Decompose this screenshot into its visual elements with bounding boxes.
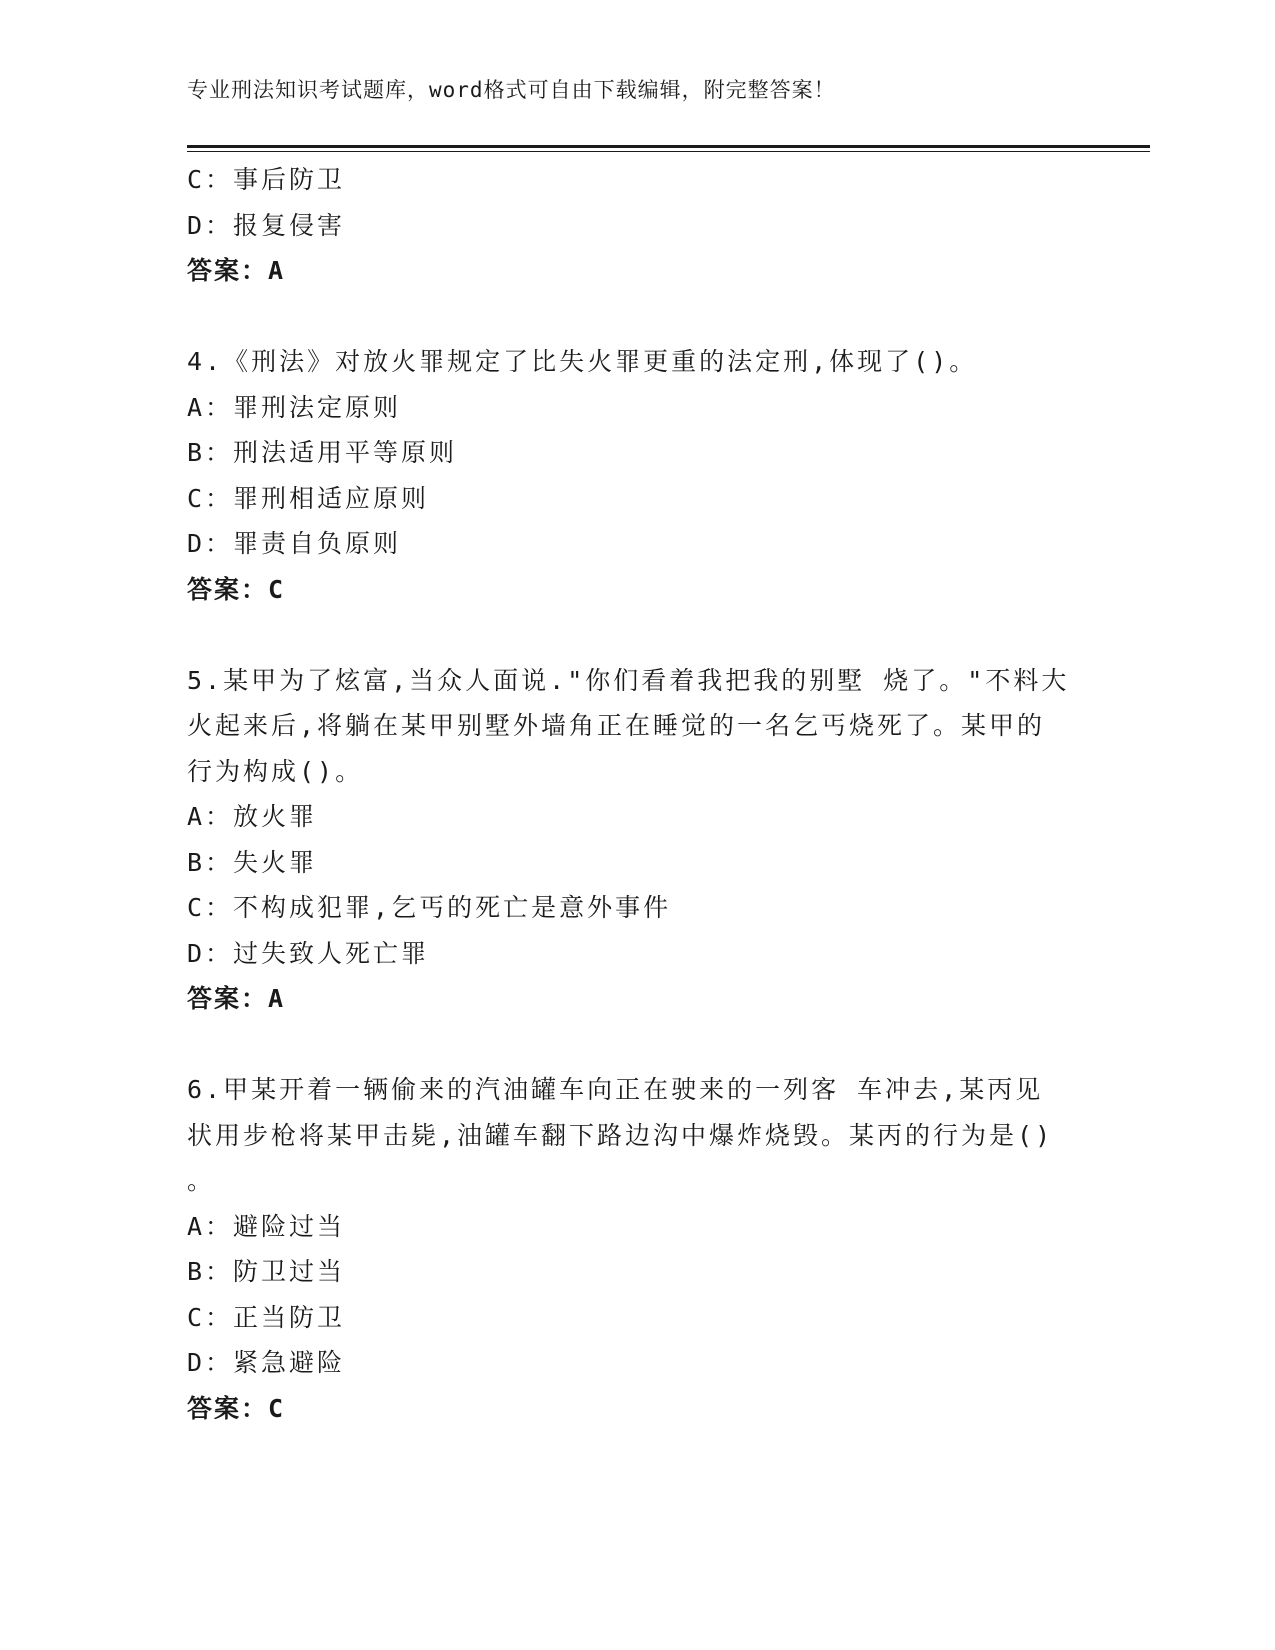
question-6 [187,1067,1087,1431]
header-divider-thick [187,145,1150,148]
spacer [187,294,1087,340]
option-b: B：失火罪 [187,847,318,877]
question-content [187,157,1087,1431]
question-stem-line: 火起来后,将躺在某甲别墅外墙角正在睡觉的一名乞丐烧死了。某甲的 [187,711,1046,740]
question-stem-line: 6.甲某开着一辆偷来的汽油罐车向正在驶来的一列客 车冲去,某丙见 [187,1075,1044,1104]
answer-line: 答案：C [187,1393,286,1423]
question-stem-line: 4.《刑法》对放火罪规定了比失火罪更重的法定刑,体现了()。 [187,347,978,376]
question-stem-line: 状用步枪将某甲击毙,油罐车翻下路边沟中爆炸烧毁。某丙的行为是() [187,1120,1054,1150]
option-c: C：罪刑相适应原则 [187,483,430,513]
question-5 [187,658,1087,1022]
spacer [187,1022,1087,1068]
option-d: D：罪责自负原则 [187,529,402,558]
question-stem-line: 行为构成()。 [187,756,364,786]
option-a: A：避险过当 [187,1211,346,1241]
question-4 [187,339,1087,612]
option-c: C：正当防卫 [187,1302,346,1332]
spacer [187,612,1087,658]
prev-question-block [187,157,1087,294]
answer-line: 答案：C [187,574,286,604]
header-divider-thin [187,151,1150,152]
option-c: C：不构成犯罪,乞丐的死亡是意外事件 [187,893,672,922]
answer-line: 答案：A [187,984,286,1013]
page-header: 专业刑法知识考试题库，word格式可自由下载编辑，附完整答案！ [187,78,836,102]
option-d: D：报复侵害 [187,210,346,240]
question-stem-line: 5.某甲为了炫富,当众人面说."你们看着我把我的别墅 烧了。"不料大 [187,665,1070,695]
answer-line: 答案：A [187,256,286,285]
option-a: A：放火罪 [187,802,318,831]
option-b: B：刑法适用平等原则 [187,438,458,467]
option-a: A：罪刑法定原则 [187,392,402,422]
question-stem-line: 。 [187,1166,216,1195]
option-d: D：过失致人死亡罪 [187,938,430,968]
option-c: C：事后防卫 [187,165,346,194]
option-b: B：防卫过当 [187,1257,346,1286]
option-d: D：紧急避险 [187,1348,346,1377]
